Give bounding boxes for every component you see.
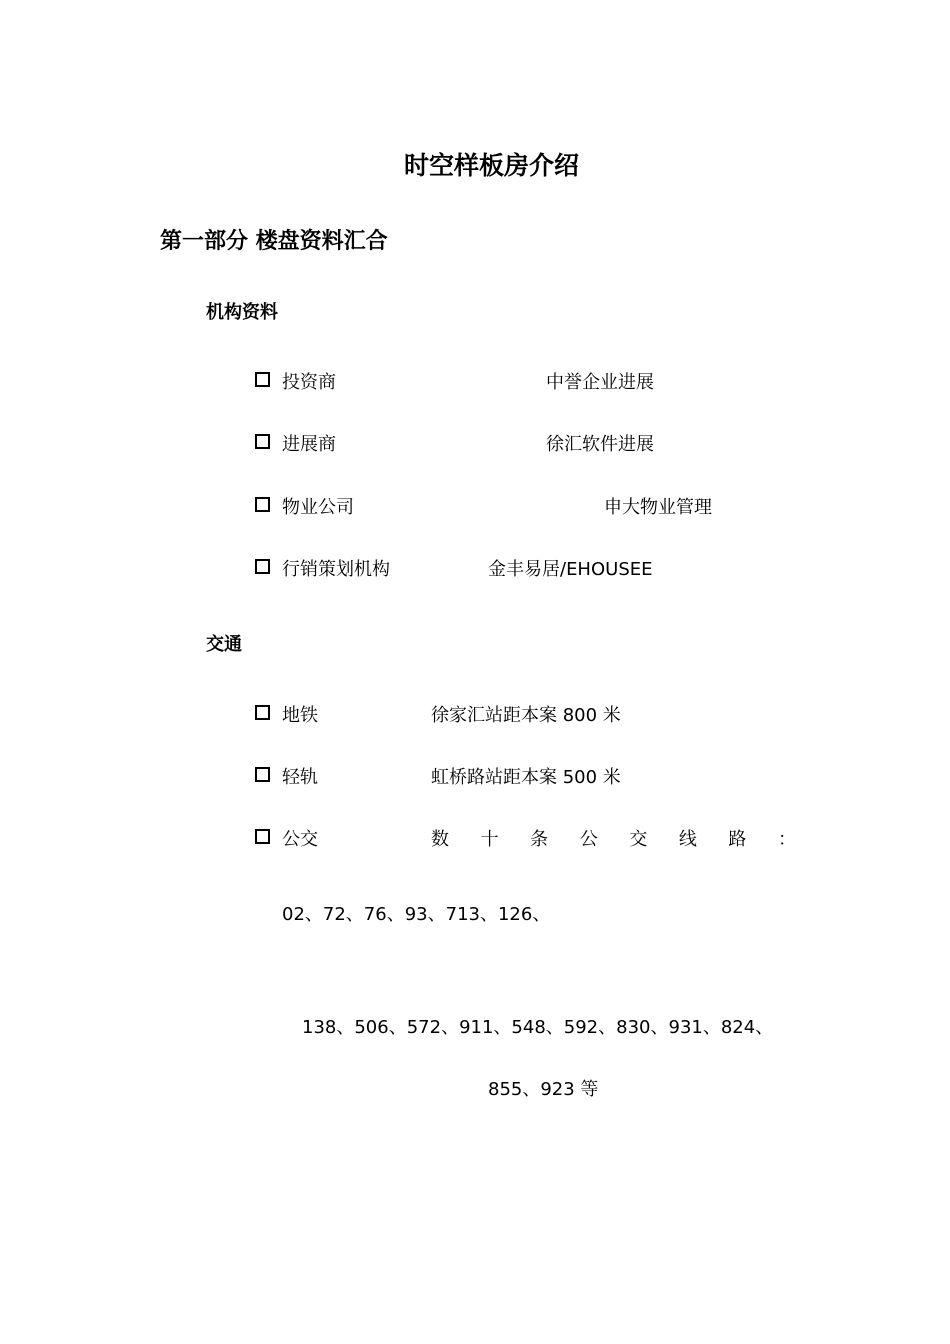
- item-label: 公交: [282, 829, 318, 850]
- bus-summary-char: 交: [629, 829, 648, 850]
- item-value: 徐家汇站距本案 800 米: [431, 705, 621, 726]
- item-label: 地铁: [282, 705, 318, 726]
- bus-summary: [431, 825, 796, 851]
- checkbox-icon[interactable]: [255, 497, 270, 512]
- bus-summary-char: 条: [530, 829, 549, 850]
- checkbox-icon[interactable]: [255, 559, 270, 574]
- item-value: 徐汇软件进展: [546, 434, 654, 455]
- item-value: 中誉企业进展: [546, 372, 654, 393]
- item-value: 虹桥路站距本案 500 米: [431, 767, 621, 788]
- item-value: 金丰易居/EHOUSEE: [488, 559, 653, 580]
- item-label: 投资商: [282, 372, 336, 393]
- checkbox-icon[interactable]: [255, 767, 270, 782]
- bus-lines-row: 138、506、572、911、548、592、830、931、824、: [302, 1017, 774, 1038]
- bus-summary-char: 公: [579, 829, 598, 850]
- bus-summary-char: 数: [431, 829, 449, 850]
- item-label: 物业公司: [282, 497, 354, 518]
- bus-summary-char: 十: [480, 829, 499, 850]
- item-label: 行销策划机构: [282, 559, 390, 580]
- checkbox-icon[interactable]: [255, 372, 270, 387]
- bus-summary-char: 路: [728, 829, 747, 850]
- part-heading: 第一部分 楼盘资料汇合: [160, 229, 388, 254]
- item-label: 轻轨: [282, 767, 318, 788]
- item-label: 进展商: [282, 434, 336, 455]
- checkbox-icon[interactable]: [255, 434, 270, 449]
- transport-heading: 交通: [206, 634, 242, 655]
- institution-heading: 机构资料: [206, 302, 278, 323]
- bus-summary-char: 线: [678, 829, 697, 850]
- bus-summary-char: ：: [777, 829, 796, 850]
- bus-lines-row: 02、72、76、93、713、126、: [282, 904, 551, 925]
- bus-lines-row: 855、923 等: [488, 1079, 599, 1100]
- item-value: 申大物业管理: [604, 497, 712, 518]
- checkbox-icon[interactable]: [255, 829, 270, 844]
- checkbox-icon[interactable]: [255, 705, 270, 720]
- page-title: 时空样板房介绍: [404, 151, 580, 180]
